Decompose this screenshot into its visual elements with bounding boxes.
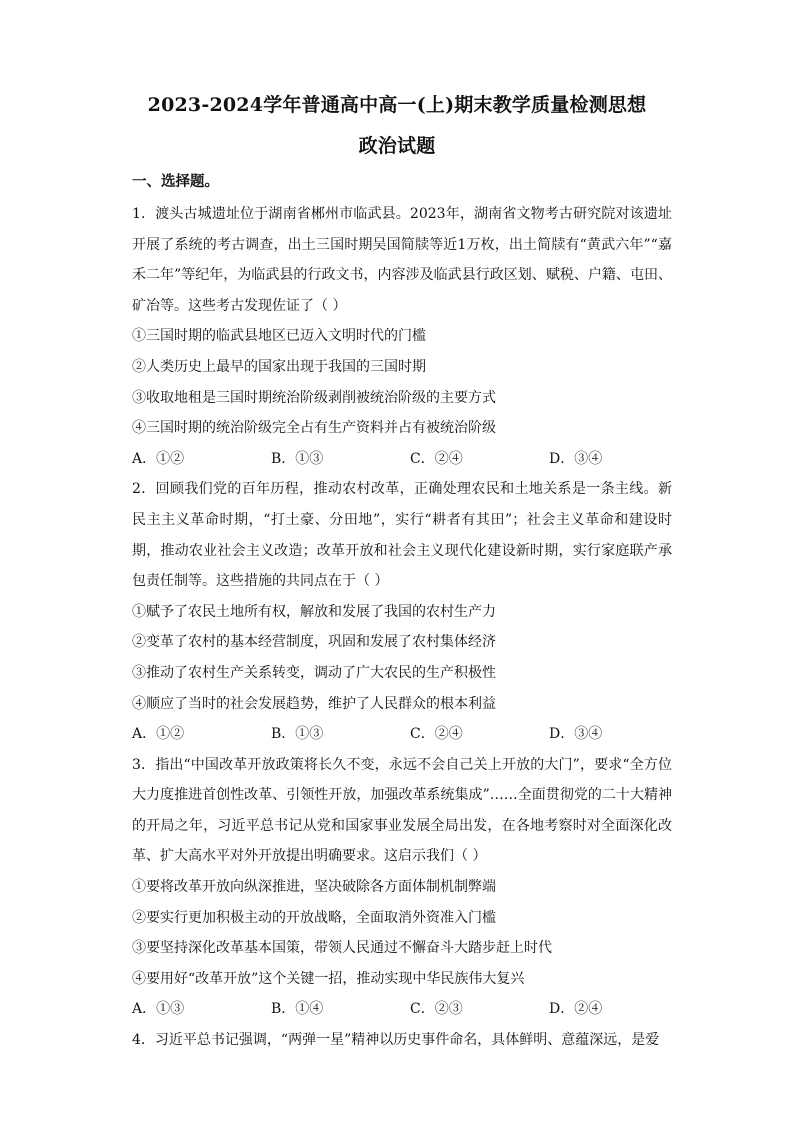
answer-choices <box>132 994 672 1025</box>
option-statement: ③要坚持深化改革基本国策，带领人民通过不懈奋斗大踏步赶上时代 <box>132 940 552 957</box>
option-statement: ②人类历史上最早的国家出现于我国的三国时期 <box>132 358 426 375</box>
question-stem: 3．指出“中国改革开放政策将长久不变，永远不会自己关上开放的大门”，要求“全方位大力度推进首创性改革、引领性开放，加强改革系统集成”……全面贯彻党的二十大精神的开局之年，习近平总书记从党和国家事业发展全局出发，在各地考察时对全面深化改革、扩大高水平对外开放提出明确要求。这启示我们（ ） <box>132 756 672 865</box>
choice-a: A．①③ <box>132 1001 185 1018</box>
question-stem: 1．渡头古城遗址位于湖南省郴州市临武县。2023年，湖南省文物考古研究院对该遗址开展了系统的考古调查，出土三国时期吴国简牍等近1万枚，出土简牍有“黄武六年”“嘉禾二年”等纪年，为临武县的行政文书，内容涉及临武县行政区划、赋税、户籍、屯田、矿冶等。这些考古发现佐证了（ ） <box>132 206 672 314</box>
question-1 <box>132 199 672 474</box>
question-3 <box>132 750 672 1025</box>
question-stem: 2．回顾我们党的百年历程，推动农村改革，正确处理农民和土地关系是一条主线。新民主主义革命时期，“打土豪、分田地”，实行“耕者有其田”；社会主义革命和建设时期，推动农业社会主义改造；改革开放和社会主义现代化建设新时期，实行家庭联产承包责任制等。这些措施的共同点在于（ ） <box>132 481 672 590</box>
option-statement: ③推动了农村生产关系转变，调动了广大农民的生产积极性 <box>132 664 496 681</box>
question-stem: 4．习近平总书记强调，“两弹一星”精神以历史事件命名，具体鲜明、意蕴深远，是爱 <box>132 1032 660 1049</box>
choice-b: B．①③ <box>271 726 324 743</box>
choice-a: A．①② <box>132 726 185 743</box>
question-4 <box>132 1025 672 1056</box>
choice-b: B．①③ <box>271 450 324 467</box>
option-statement: ③收取地租是三国时期统治阶级剥削被统治阶级的主要方式 <box>132 389 496 406</box>
choice-c: C．②④ <box>410 450 463 467</box>
option-statement: ④顺应了当时的社会发展趋势，维护了人民群众的根本利益 <box>132 695 496 712</box>
exam-title-line-2: 政治试题 <box>358 135 436 157</box>
exam-title-line-1: 2023-2024学年普通高中高一(上)期末教学质量检测思想 <box>147 94 647 116</box>
choice-c: C．②③ <box>410 1001 463 1018</box>
option-statement: ②要实行更加积极主动的开放战略，全面取消外资准入门槛 <box>132 909 496 926</box>
option-statement: ②变革了农村的基本经营制度，巩固和发展了农村集体经济 <box>132 634 496 651</box>
choice-a: A．①② <box>132 450 185 467</box>
option-statement: ①赋予了农民土地所有权，解放和发展了我国的农村生产力 <box>132 603 496 620</box>
choice-d: D．③④ <box>549 450 603 467</box>
section-heading: 一、选择题。 <box>132 173 219 190</box>
option-statement: ①要将改革开放向纵深推进，坚决破除各方面体制机制弊端 <box>132 879 496 896</box>
choice-b: B．①④ <box>271 1001 324 1018</box>
question-list <box>132 199 672 1056</box>
choice-d: D．③④ <box>549 726 603 743</box>
choice-d: D．②④ <box>549 1001 603 1018</box>
answer-choices <box>132 719 672 750</box>
option-statement: ①三国时期的临武县地区已迈入文明时代的门槛 <box>132 328 426 345</box>
option-statement: ④要用好“改革开放”这个关键一招，推动实现中华民族伟大复兴 <box>132 970 525 987</box>
option-statement: ④三国时期的统治阶级完全占有生产资料并占有被统治阶级 <box>132 420 496 437</box>
question-2 <box>132 474 672 749</box>
choice-c: C．②④ <box>410 726 463 743</box>
answer-choices <box>132 444 672 475</box>
